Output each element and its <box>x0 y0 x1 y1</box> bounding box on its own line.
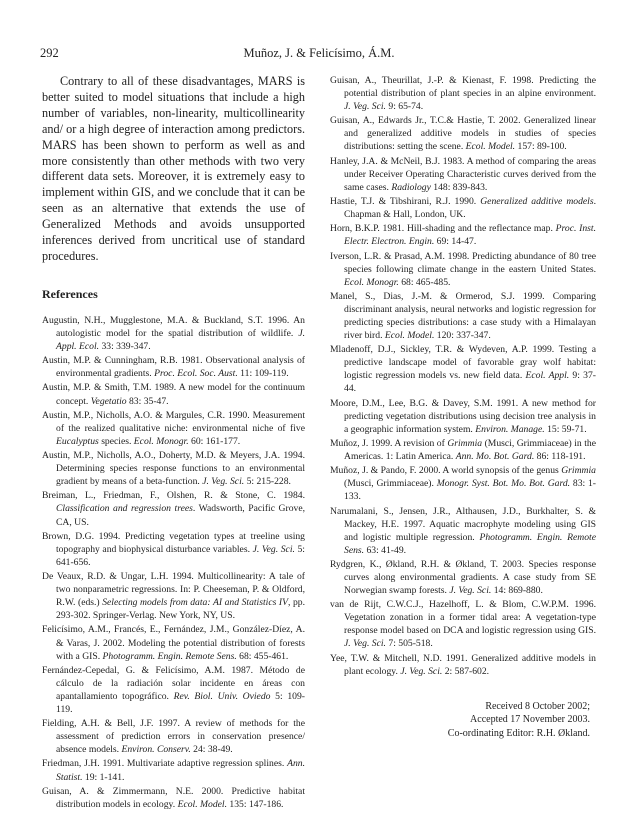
reference-journal: Ecol. Monogr. <box>344 276 399 288</box>
reference-text: 60: 161-177. <box>188 435 241 447</box>
reference-entry <box>42 757 305 783</box>
reference-text: Austin, M.P., Nicholls, A.O. & Margules, C.R. 1990. Measurement of the realized qualitative niche: environmental niche of five <box>42 409 305 434</box>
right-column <box>330 74 596 740</box>
reference-journal: Ecol. Model. <box>384 330 435 342</box>
reference-text: 83: 1-133. <box>344 478 596 503</box>
reference-text: Yee, T.W. & Mitchell, N.D. 1991. Generalized additive models in plant ecology. <box>330 652 596 677</box>
reference-text: (Musci, Grimmiaceae) in the Americas. 1: Latin America. <box>344 437 596 462</box>
reference-journal: Selecting models from data: AI and Statistics IV <box>102 597 288 609</box>
reference-text: 9: 37-44. <box>344 370 596 395</box>
reference-text: Horn, B.K.P. 1981. Hill-shading and the reflectance map. <box>330 223 556 235</box>
reference-text: van de Rijt, C.W.C.J., Hazelhoff, L. & Blom, C.W.P.M. 1996. Vegetation zonation in a former tidal area: A vegetation-type response model based on DCA and logistic regression using GIS. <box>330 599 596 637</box>
reference-text: Breiman, L., Friedman, F., Olshen, R. & Stone, C. 1984. <box>42 490 305 502</box>
reference-text: Mladenoff, D.J., Sickley, T.R. & Wydeven, A.P. 1999. Testing a predictive landscape model of favorable gray wolf habitat: logistic regression models vs. new field data. <box>330 344 596 382</box>
reference-text: Fernández-Cepedal, G. & Felicísimo, A.M. 1987. Método de cálculo de la radiación solar incidente en áreas con apantallamiento topográfico. <box>42 664 305 702</box>
reference-entry <box>330 155 596 194</box>
references-list-right <box>330 74 596 678</box>
reference-entry <box>42 623 305 662</box>
reference-journal: Grimmia <box>561 465 596 477</box>
reference-text: Narumalani, S., Jensen, J.R., Althausen, J.D., Burkhalter, S. & Mackey, H.E. 1997. Aquatic macrophyte modeling using GIS and logistic multiple regression. <box>330 505 596 543</box>
reference-text: 5: 215-228. <box>244 476 291 488</box>
reference-text: 135: 147-186. <box>227 798 284 810</box>
reference-text: 11: 109-119. <box>237 368 289 380</box>
reference-entry <box>330 652 596 678</box>
reference-text: Guisan, A., Theurillat, J.-P. & Kienast, F. 1998. Predicting the potential distribution of plant species in an alpine environment. <box>330 75 596 100</box>
reference-journal: Vegetatio <box>90 395 127 407</box>
reference-entry <box>330 74 596 113</box>
reference-journal: J. Veg. Sci. <box>344 101 386 113</box>
reference-text: Austin, M.P. & Cunningham, R.B. 1981. Observational analysis of environmental gradients. <box>42 355 305 380</box>
page-number: 292 <box>40 46 59 60</box>
reference-text: 69: 14-47. <box>434 236 477 248</box>
reference-text: Rydgren, K., Økland, R.H. & Økland, T. 2003. Species response curves along environmental gradients. A case study from SE Norwegian swamp forests. <box>330 558 596 597</box>
reference-journal: Grimmia <box>447 437 483 449</box>
reference-text: 33: 339-347. <box>99 340 151 352</box>
reference-journal: Proc. Inst. Electr. Electron. Engin. <box>344 223 596 248</box>
reference-journal: J. Veg. Sci. <box>202 476 245 488</box>
publication-notes <box>330 700 596 740</box>
reference-entry <box>330 114 596 153</box>
reference-text: Muñoz, J. & Pando, F. 2000. A world synopsis of the genus <box>330 465 562 477</box>
reference-text: Hanley, J.A. & McNeil, B.J. 1983. A method of comparing the areas under Receiver Operating Characteristic curves derived from the same cases. <box>330 155 596 193</box>
reference-entry <box>42 785 305 811</box>
conclusion-paragraph: Contrary to all of these disadvantages, MARS is better suited to model situations that include a high number of variables, non-linearity, multicollinearity and/ or a high degree of interaction among predictors. MARS has been shown to perform as well as and more consistently than other methods with two very different data sets. Moreover, it is extremely easy to implement within GIS, and we conclude that it can be seen as an alternative that extends the use of Generalized Methods and avoids unsupported inferences derived from uncritical use of standard procedures. <box>42 74 305 263</box>
reference-text: Hastie, T.J. & Tibshirani, R.J. 1990. <box>330 195 481 207</box>
reference-journal: Eucalyptus <box>56 435 99 447</box>
reference-journal: Generalized additive models <box>480 195 594 207</box>
running-head: Muñoz, J. & Felicísimo, Á.M. <box>243 46 395 60</box>
references-list-left <box>42 314 305 811</box>
reference-text: 19: 1-141. <box>82 771 125 783</box>
reference-text: 148: 839-843. <box>430 181 488 193</box>
reference-text: 68: 455-461. <box>236 650 289 662</box>
reference-journal: Classification and regression trees <box>56 503 193 515</box>
reference-text: 63: 41-49. <box>364 544 407 556</box>
reference-journal: Photogramm. Engin. Remote Sens. <box>344 531 596 556</box>
reference-journal: Radiology <box>391 181 431 193</box>
reference-journal: Ecol. Model. <box>177 798 228 810</box>
reference-entry <box>330 598 596 650</box>
reference-text: 7: 505-518. <box>385 638 433 650</box>
reference-text: 2: 587-602. <box>442 665 490 677</box>
reference-text: Austin, M.P., Nicholls, A.O., Doherty, M.D. & Meyers, J.A. 1994. Determining species response functions to an environmental gradient by means of a beta-function. <box>42 450 305 488</box>
reference-journal: J. Veg. Sci. <box>344 638 386 650</box>
reference-journal: J. Appl. Ecol. <box>56 327 305 352</box>
reference-text: 157: 89-100. <box>515 141 567 153</box>
reference-entry <box>330 195 596 221</box>
reference-entry <box>330 464 596 503</box>
reference-text: , pp. 293-302. Springer-Verlag. New York, NY, US. <box>56 597 305 622</box>
reference-text: 83: 35-47. <box>126 395 169 407</box>
reference-entry <box>42 449 305 488</box>
reference-journal: J. Veg. Sci. <box>252 543 295 555</box>
reference-journal: Ann. Mo. Bot. Gard. <box>455 451 535 462</box>
reference-entry <box>42 314 305 353</box>
reference-journal: Ecol. Model. <box>465 141 516 153</box>
received-date: Received 8 October 2002; <box>485 700 590 712</box>
reference-text: 24: 38-49. <box>190 744 233 756</box>
reference-journal: Rev. Biol. Univ. Oviedo <box>173 690 271 702</box>
reference-text: (Musci, Grimmiaceae). <box>344 478 437 490</box>
reference-text: 9: 65-74. <box>385 101 424 113</box>
reference-entry <box>42 664 305 716</box>
reference-entry <box>330 222 596 248</box>
reference-text: 14: 869-880. <box>491 585 543 597</box>
reference-text: 5: 641-656. <box>56 543 305 568</box>
reference-journal: Ecol. Monogr. <box>133 435 189 447</box>
reference-text: Muñoz, J. 1999. A revision of <box>330 437 448 449</box>
reference-text: Fielding, A.H. & Bell, J.F. 1997. A review of methods for the assessment of prediction errors in conservation presence/ absence models. <box>42 718 305 756</box>
reference-text: Austin, M.P. & Smith, T.M. 1989. A new model for the continuum concept. <box>42 382 305 407</box>
reference-journal: J. Veg. Sci. <box>400 665 443 677</box>
reference-text: species. <box>98 435 134 447</box>
reference-text: 120: 337-347. <box>434 330 491 342</box>
reference-text: Guisan, A. & Zimmermann, N.E. 2000. Predictive habitat distribution models in ecology. <box>42 785 305 810</box>
reference-text: Guisan, A., Edwards Jr., T.C.& Hastie, T. 2002. Generalized linear and generalized additive models in studies of species distributions: setting the scene. <box>330 115 596 153</box>
reference-entry <box>330 343 596 395</box>
reference-entry <box>330 397 596 436</box>
reference-journal: Proc. Ecol. Soc. Aust. <box>154 368 238 380</box>
reference-journal: Environ. Manage. <box>475 423 545 435</box>
reference-journal: J. Veg. Sci. <box>449 585 492 597</box>
reference-text: Iverson, L.R. & Prasad, A.M. 1998. Predicting abundance of 80 tree species following climate change in the eastern United States. <box>330 250 596 275</box>
reference-text: 5: 109-119. <box>56 690 305 715</box>
reference-text: 68: 465-485. <box>398 276 451 288</box>
reference-journal: Ann. Statist. <box>56 758 305 783</box>
reference-entry <box>42 717 305 756</box>
reference-entry <box>330 290 596 342</box>
reference-text: 15: 59-71. <box>544 423 587 435</box>
reference-text: Brown, D.G. 1994. Predicting vegetation types at treeline using topography and biophysical disturbance variables. <box>42 530 305 555</box>
reference-text: . Chapman & Hall, London, UK. <box>344 195 596 221</box>
accepted-date: Accepted 17 November 2003. <box>470 714 590 726</box>
reference-journal: Monogr. Syst. Bot. Mo. Bot. Gard. <box>436 478 571 490</box>
coordinating-editor: Co-ordinating Editor: R.H. Økland. <box>447 727 590 739</box>
reference-journal: Photogramm. Engin. Remote Sens. <box>102 650 237 662</box>
reference-entry <box>42 409 305 448</box>
reference-text: Moore, D.M., Lee, B.G. & Davey, S.M. 1991. A new method for predicting vegetation distributions using decision tree analysis in a geographic information system. <box>330 397 596 435</box>
reference-text: De Veaux, R.D. & Ungar, L.H. 1994. Multicollinearity: A tale of two nonparametric regressions. In: P. Cheeseman, P. & Oldford, R.W. (eds.) <box>42 571 305 609</box>
page-header <box>40 46 598 62</box>
reference-entry <box>330 505 596 557</box>
reference-entry <box>42 354 305 380</box>
reference-text: Augustin, N.H., Mugglestone, M.A. & Buckland, S.T. 1996. An autologistic model for the spatial distribution of wildlife. <box>42 314 305 339</box>
reference-entry <box>42 489 305 528</box>
reference-entry <box>42 530 305 569</box>
left-column <box>42 74 305 812</box>
reference-text: . Wadsworth, Pacific Grove, CA, US. <box>56 503 305 528</box>
reference-entry <box>330 250 596 289</box>
reference-text: 86: 118-191. <box>534 451 586 462</box>
reference-entry <box>330 437 596 463</box>
reference-entry <box>42 570 305 622</box>
reference-journal: Ecol. Appl. <box>525 370 570 382</box>
references-heading: References <box>42 286 98 301</box>
reference-text: Felicísimo, A.M., Francés, E., Fernández, J.M., González-Díez, A. & Varas, J. 2002. Modeling the potential distribution of forests with a GIS. <box>42 624 305 662</box>
reference-journal: Environ. Conserv. <box>121 744 191 756</box>
reference-entry <box>42 381 305 407</box>
reference-entry <box>330 558 596 597</box>
reference-text: Friedman, J.H. 1991. Multivariate adaptive regression splines. <box>42 758 288 770</box>
reference-text: Manel, S., Dias, J.-M. & Ormerod, S.J. 1999. Comparing discriminant analysis, neural networks and logistic regression for predicting species distributions: a case study with a Himalayan river bird. <box>330 290 596 342</box>
